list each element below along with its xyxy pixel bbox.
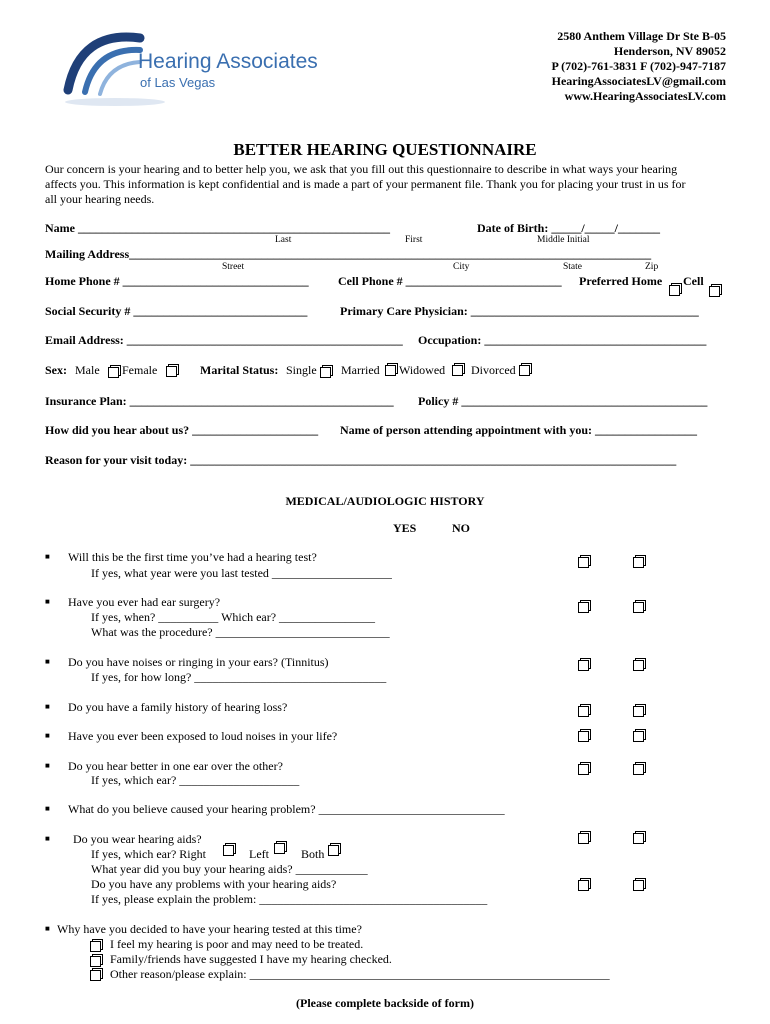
question-hearing-aids-explain[interactable]: If yes, please explain the problem: ______________________________________ bbox=[91, 892, 488, 906]
q8-no-checkbox[interactable] bbox=[633, 833, 644, 844]
pcp-field[interactable]: Primary Care Physician: ______________________________________ bbox=[340, 304, 699, 318]
preferred-label: Preferred Home bbox=[579, 274, 663, 288]
question-hearing-aids-problems: Do you have any problems with your hearing aids? bbox=[91, 877, 337, 891]
name-first-label: First bbox=[405, 235, 423, 245]
addr-state-label: State bbox=[563, 262, 582, 272]
question-first-test: Will this be the first time you’ve had a hearing test? bbox=[68, 550, 317, 564]
bullet-icon: ■ bbox=[45, 804, 50, 813]
q6-no-checkbox[interactable] bbox=[633, 764, 644, 775]
q9a-label: I feel my hearing is poor and may need to be treated. bbox=[110, 937, 364, 951]
bullet-icon: ■ bbox=[45, 702, 50, 711]
hear-about-field[interactable]: How did you hear about us? _____________________ bbox=[45, 423, 319, 437]
bullet-icon: ■ bbox=[45, 657, 50, 666]
q9a-checkbox[interactable] bbox=[90, 941, 101, 952]
q9b-checkbox[interactable] bbox=[90, 956, 101, 967]
bullet-icon: ■ bbox=[45, 834, 50, 843]
question-better-ear: Do you hear better in one ear over the other? bbox=[68, 759, 283, 773]
q5-no-checkbox[interactable] bbox=[633, 731, 644, 742]
sex-female-checkbox[interactable] bbox=[166, 366, 177, 377]
insurance-field[interactable]: Insurance Plan: ____________________________________________ bbox=[45, 394, 394, 408]
q8c-no-checkbox[interactable] bbox=[633, 880, 644, 891]
q8-right-checkbox[interactable] bbox=[223, 845, 234, 856]
sex-female-label: Female bbox=[122, 363, 158, 377]
bullet-icon: ■ bbox=[45, 761, 50, 770]
question-why-now: Why have you decided to have your hearing tested at this time? bbox=[57, 922, 362, 936]
preferred-home-checkbox[interactable] bbox=[669, 285, 680, 296]
mailing-address-field[interactable]: Mailing Address_______________________________________________________________________________________ bbox=[45, 247, 652, 261]
yes-column-header: YES bbox=[393, 521, 417, 535]
logo bbox=[40, 20, 340, 110]
q2-no-checkbox[interactable] bbox=[633, 602, 644, 613]
name-last-label: Last bbox=[275, 235, 292, 245]
q4-no-checkbox[interactable] bbox=[633, 706, 644, 717]
reason-field[interactable]: Reason for your visit today: _________________________________________________________________________________ bbox=[45, 453, 677, 467]
marital-single-checkbox[interactable] bbox=[320, 367, 331, 378]
email-line: HearingAssociatesLV@gmail.com bbox=[551, 74, 726, 88]
history-heading: MEDICAL/AUDIOLOGIC HISTORY bbox=[285, 494, 485, 508]
name-field[interactable]: Name ____________________________________________________ bbox=[45, 221, 390, 235]
question-hearing-aids-year[interactable]: What year did you buy your hearing aids? ____________ bbox=[91, 862, 368, 876]
q8-left-checkbox[interactable] bbox=[274, 843, 285, 854]
q4-yes-checkbox[interactable] bbox=[578, 706, 589, 717]
q1-yes-checkbox[interactable] bbox=[578, 557, 589, 568]
marital-married-label: Married bbox=[341, 363, 380, 377]
preferred-cell-label: Cell bbox=[683, 274, 704, 288]
question-family-history: Do you have a family history of hearing loss? bbox=[68, 700, 288, 714]
marital-single-label: Single bbox=[286, 363, 317, 377]
q5-yes-checkbox[interactable] bbox=[578, 731, 589, 742]
no-column-header: NO bbox=[452, 521, 470, 535]
bullet-icon: ■ bbox=[45, 731, 50, 740]
bullet-icon: ■ bbox=[45, 924, 50, 933]
sex-label: Sex: bbox=[45, 363, 67, 377]
marital-label: Marital Status: bbox=[200, 363, 279, 377]
q8-yes-checkbox[interactable] bbox=[578, 833, 589, 844]
bullet-icon: ■ bbox=[45, 597, 50, 606]
question-hearing-aids: Do you wear hearing aids? bbox=[73, 832, 202, 846]
cell-phone-field[interactable]: Cell Phone # __________________________ bbox=[338, 274, 562, 288]
city-line: Henderson, NV 89052 bbox=[613, 44, 726, 58]
intro-line: Our concern is your hearing and to better help you, we ask that you fill out this questionnaire to describe in what ways your hearing bbox=[45, 162, 678, 176]
q8c-yes-checkbox[interactable] bbox=[578, 880, 589, 891]
name-middle-label: Middle Initial bbox=[537, 235, 590, 245]
email-field[interactable]: Email Address: ______________________________________________ bbox=[45, 333, 403, 347]
q8-both-checkbox[interactable] bbox=[328, 845, 339, 856]
website-line: www.HearingAssociatesLV.com bbox=[564, 89, 726, 103]
question-tinnitus-duration[interactable]: If yes, for how long? ________________________________ bbox=[91, 670, 387, 684]
occupation-field[interactable]: Occupation: _____________________________________ bbox=[418, 333, 707, 347]
policy-field[interactable]: Policy # _________________________________________ bbox=[418, 394, 708, 408]
q8-both-label: Both bbox=[301, 847, 325, 861]
footer-note: (Please complete backside of form) bbox=[296, 996, 474, 1010]
addr-street-label: Street bbox=[222, 262, 245, 272]
q3-no-checkbox[interactable] bbox=[633, 660, 644, 671]
q9c-checkbox[interactable] bbox=[90, 970, 101, 981]
question-tinnitus: Do you have noises or ringing in your ears? (Tinnitus) bbox=[68, 655, 329, 669]
bullet-icon: ■ bbox=[45, 552, 50, 561]
preferred-cell-checkbox[interactable] bbox=[709, 286, 720, 297]
sex-male-checkbox[interactable] bbox=[108, 367, 119, 378]
person-attending-field[interactable]: Name of person attending appointment with you: _________________ bbox=[340, 423, 698, 437]
page-title: BETTER HEARING QUESTIONNAIRE bbox=[233, 140, 537, 159]
sex-male-label: Male bbox=[75, 363, 100, 377]
question-cause[interactable]: What do you believe caused your hearing problem? _______________________________ bbox=[68, 802, 505, 816]
addr-zip-label: Zip bbox=[645, 262, 659, 272]
marital-widowed-checkbox[interactable] bbox=[452, 365, 463, 376]
phone-line: P (702)-761-3831 F (702)-947-7187 bbox=[551, 59, 726, 73]
logo-title: Hearing Associates bbox=[138, 50, 318, 73]
question-better-ear-which[interactable]: If yes, which ear? ____________________ bbox=[91, 773, 300, 787]
marital-divorced-label: Divorced bbox=[471, 363, 516, 377]
question-first-test-followup[interactable]: If yes, what year were you last tested ____________________ bbox=[91, 566, 392, 580]
q9c-label[interactable]: Other reason/please explain: ____________________________________________________________ bbox=[110, 967, 610, 981]
question-ear-surgery-procedure[interactable]: What was the procedure? _____________________________ bbox=[91, 625, 390, 639]
question-ear-surgery: Have you ever had ear surgery? bbox=[68, 595, 221, 609]
question-hearing-aids-ear: If yes, which ear? Right bbox=[91, 847, 206, 861]
marital-married-checkbox[interactable] bbox=[385, 365, 396, 376]
address-line: 2580 Anthem Village Dr Ste B-05 bbox=[557, 29, 726, 43]
q2-yes-checkbox[interactable] bbox=[578, 602, 589, 613]
q8-left-label: Left bbox=[249, 847, 269, 861]
intro-line: all your hearing needs. bbox=[45, 192, 155, 206]
addr-city-label: City bbox=[453, 262, 470, 272]
q6-yes-checkbox[interactable] bbox=[578, 764, 589, 775]
q3-yes-checkbox[interactable] bbox=[578, 660, 589, 671]
logo-subtitle: of Las Vegas bbox=[140, 75, 216, 90]
marital-divorced-checkbox[interactable] bbox=[519, 365, 530, 376]
home-phone-field[interactable]: Home Phone # _______________________________ bbox=[45, 274, 309, 288]
marital-widowed-label: Widowed bbox=[399, 363, 446, 377]
q1-no-checkbox[interactable] bbox=[633, 557, 644, 568]
dob-field[interactable]: Date of Birth: _____/_____/_______ bbox=[477, 221, 660, 235]
ssn-field[interactable]: Social Security # _____________________________ bbox=[45, 304, 308, 318]
intro-line: affects you. This information is kept confidential and is made a part of your permanent file. Thank you for placing your trust in us for bbox=[45, 177, 686, 191]
q9b-label: Family/friends have suggested I have my hearing checked. bbox=[110, 952, 392, 966]
question-loud-noises: Have you ever been exposed to loud noises in your life? bbox=[68, 729, 338, 743]
question-ear-surgery-when[interactable]: If yes, when? __________ Which ear? ________________ bbox=[91, 610, 376, 624]
